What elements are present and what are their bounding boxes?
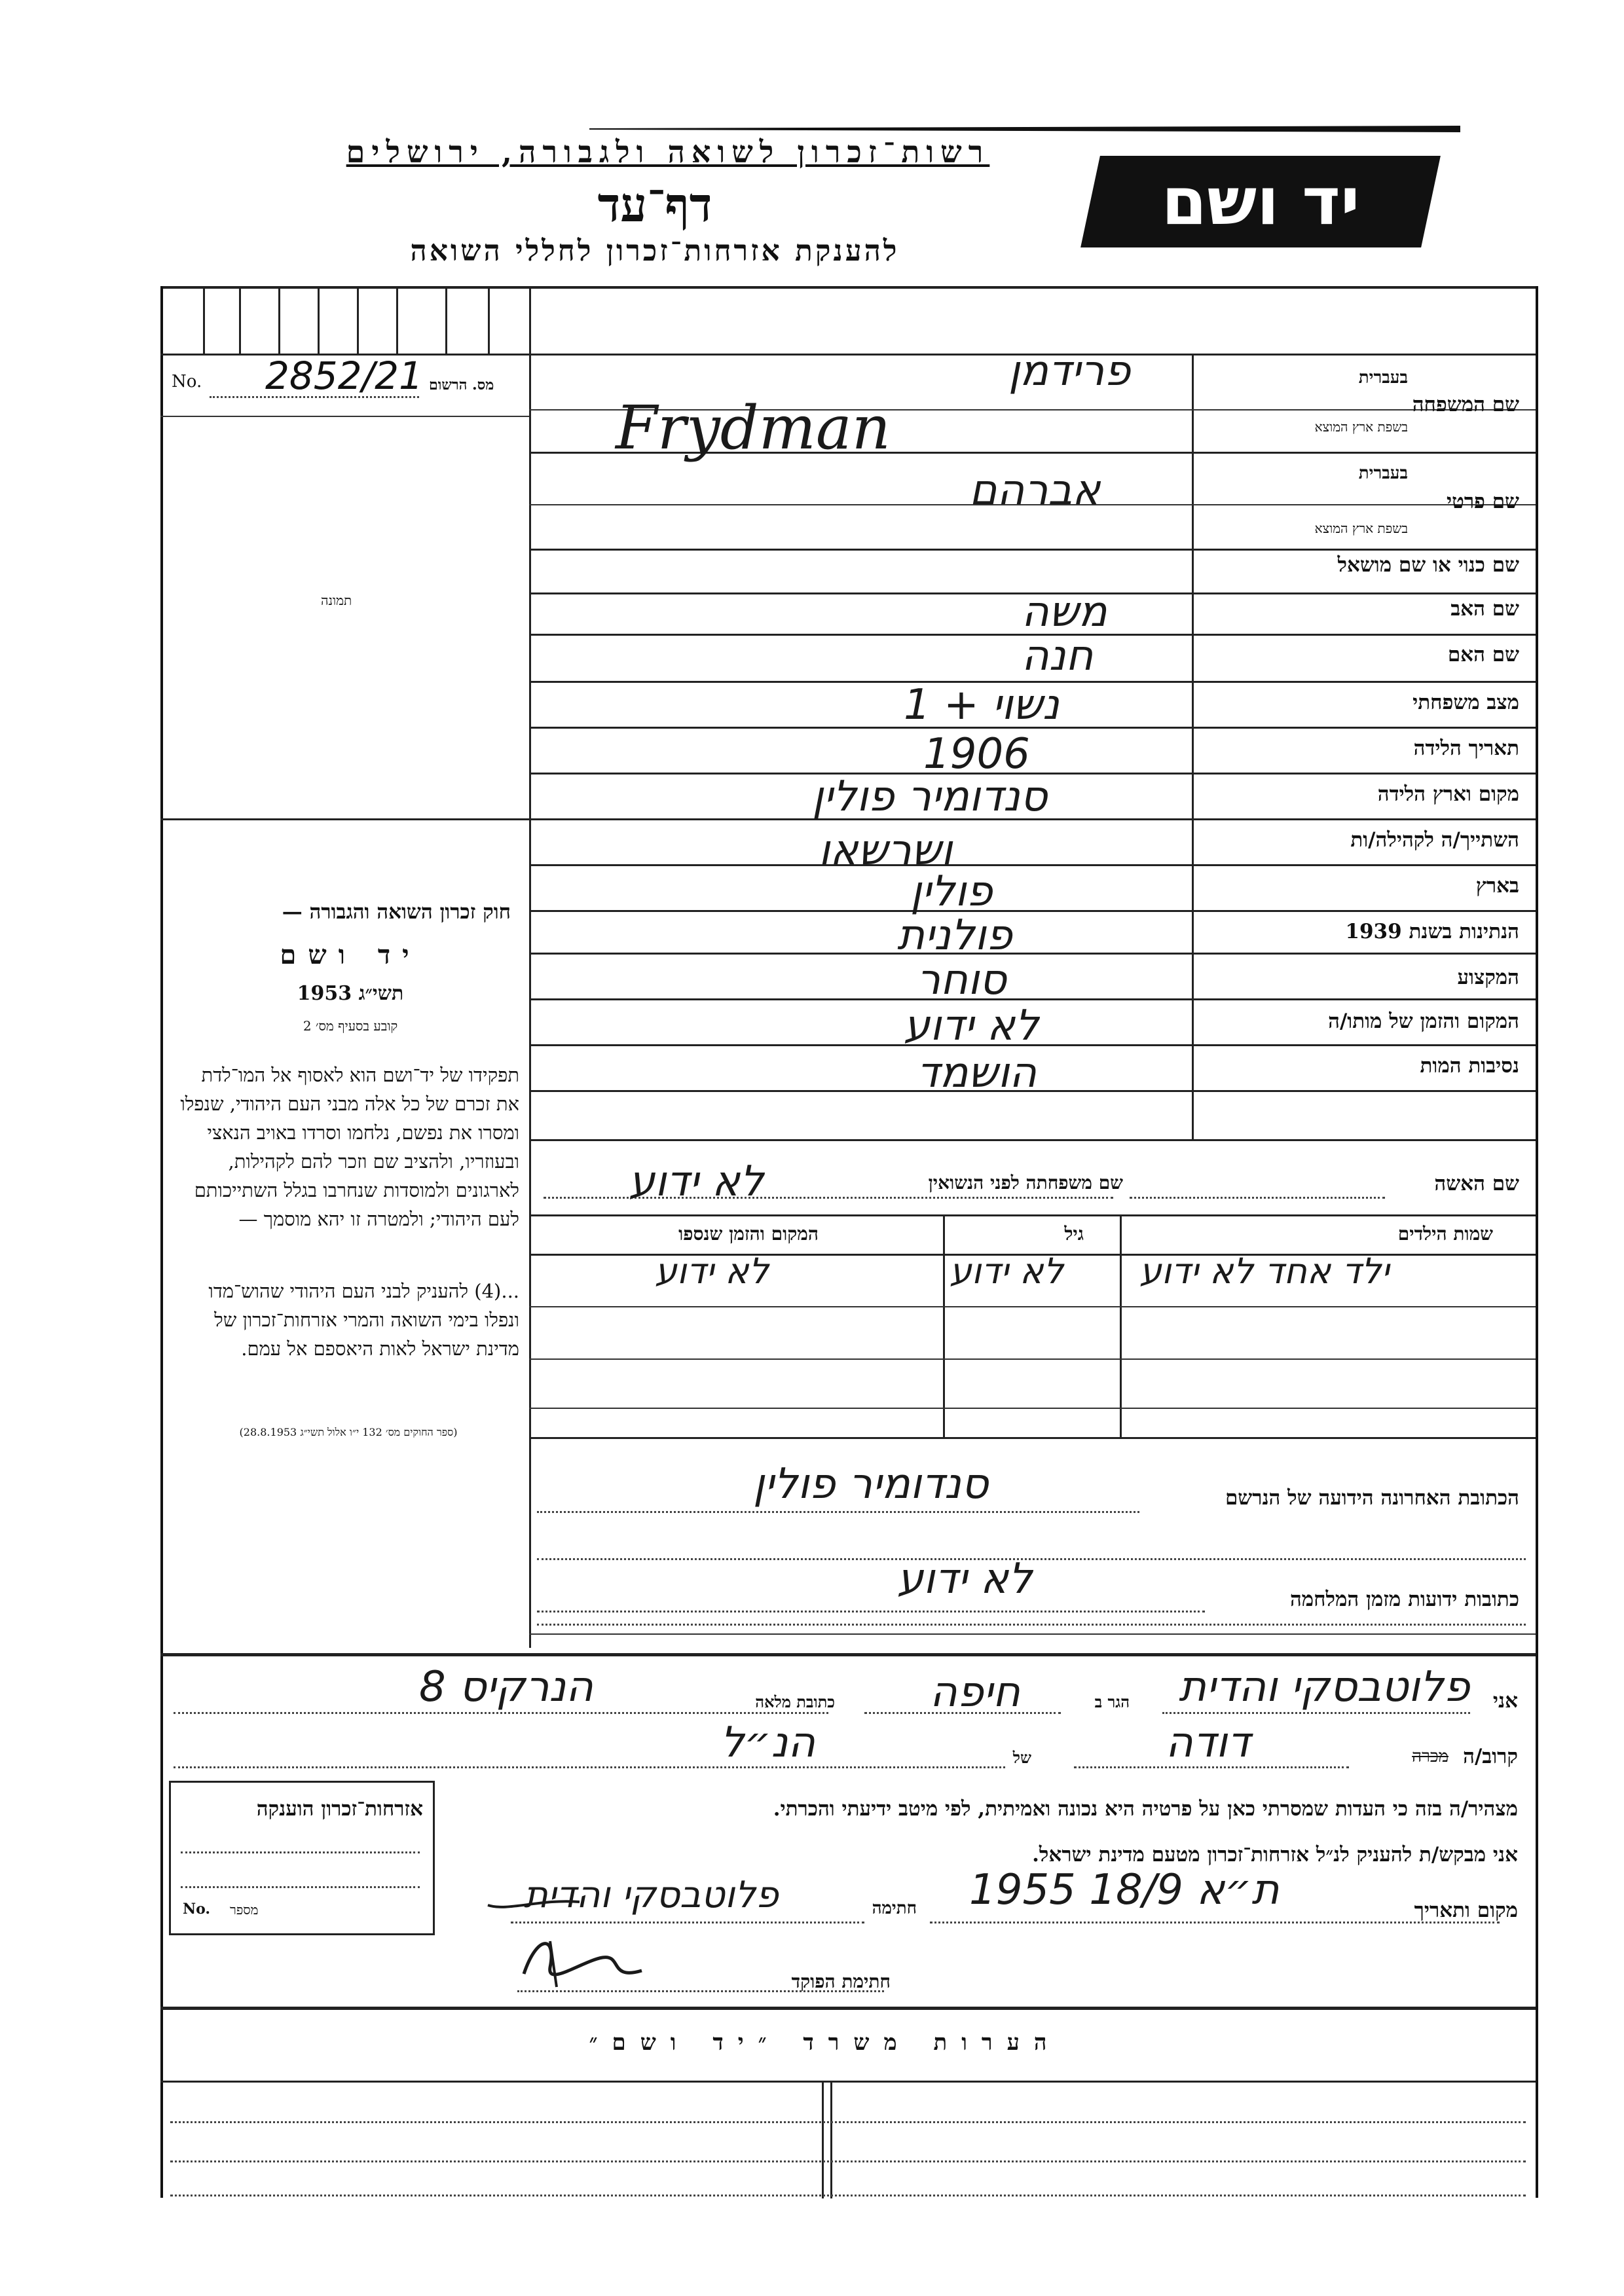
- wife-maiden-label: שם משפחתה לפני הנשואין: [928, 1172, 1123, 1194]
- children-header-age: גיל: [1064, 1223, 1084, 1245]
- reg-cell-line: [239, 286, 241, 354]
- country-label: בארץ: [1475, 874, 1519, 898]
- address-extra-line: [529, 1633, 1536, 1635]
- family-name-origin-value: Frydman: [616, 393, 891, 463]
- family-name-label: שם המשפחה: [1412, 393, 1519, 416]
- reg-label: מס. הרשום: [429, 376, 494, 393]
- mother-label: שם האם: [1447, 643, 1519, 666]
- of-line: [174, 1766, 1005, 1768]
- law-title: חוק זכרון השואה והגבורה —: [282, 900, 511, 924]
- wife-line: [1130, 1197, 1385, 1199]
- relative-label: קרוב/ה: [1463, 1745, 1518, 1768]
- form-subtitle: להענקת אזרחות־זכרון לחללי השואה: [410, 234, 900, 268]
- war-address-label: כתובות ידועות מזמן המלחמה: [1289, 1588, 1519, 1611]
- declarant-address: הנרקיס 8: [419, 1663, 593, 1711]
- stamp-line: [181, 1851, 420, 1853]
- law-paragraph-2: ...(4) להעניק לבני העם היהודי שהוש־מדו ונפלו בימי השואה והמרי אזרחות־זכרון של מדינת ישראל לאות היאספם אל עמם.: [208, 1280, 519, 1360]
- reg-cell-line: [396, 286, 398, 354]
- nickname-label: שם כנוי או שם מושאל: [1337, 553, 1519, 577]
- relative-struck: מכרה: [1412, 1747, 1449, 1766]
- stamp-number-label: מספר: [230, 1902, 259, 1918]
- row-line: [529, 910, 1536, 912]
- stamp-box: [169, 1781, 435, 1935]
- children-row-line: [529, 1358, 1536, 1360]
- stamp-no-label: No.: [183, 1901, 211, 1918]
- relation-value: דודה: [1166, 1719, 1251, 1767]
- remarks-divider: [830, 2081, 832, 2198]
- frame-right: [1536, 286, 1538, 2198]
- photo-label: תמונה: [321, 592, 352, 608]
- declarant-top: [160, 1653, 1536, 1656]
- family-name-hebrew-value: פרידמן: [1008, 347, 1131, 395]
- law-paragraph-1: תפקידו של יד־ושם הוא לאסוף אל המו־לדת את זכרם של כל אלה מבני העם היהודי, שנפלו ומסרו את נפשם, נלחמו וסרדו באויב הנאצי ובעוזריו, ולהציב שם וזכר להם לקהילות, לארגונים ולמוסדות שנחרבו בגלל השתייכותם לעם היהודי; ולמטרה זו יהא מוסמך —: [180, 1064, 519, 1230]
- children-col-line: [1120, 1214, 1122, 1437]
- declarant-address-line: [174, 1712, 828, 1714]
- remarks-line: [170, 2195, 1526, 2196]
- row-line: [529, 549, 1536, 551]
- row-line: [529, 998, 1536, 1000]
- children-header-place: המקום והזמן שנספו: [678, 1223, 819, 1245]
- reg-no-label: No.: [172, 372, 202, 392]
- war-address-value: לא ידוע: [897, 1555, 1033, 1603]
- request-text: אני מבקש/ת להעניק לנ״ל אזרחות־זכרון מטעם מדינת ישראל.: [1032, 1843, 1518, 1867]
- declarant-name: פלוטבסקי והדית: [1179, 1663, 1470, 1711]
- last-address-value: סנדומיר פולין: [753, 1460, 989, 1508]
- citizenship-value: פולנית: [897, 911, 1012, 960]
- reg-row-bottom: [160, 416, 529, 417]
- reg-cell-line: [357, 286, 359, 354]
- stamp-title: אזרחות־זכרון הוענקה: [256, 1797, 423, 1821]
- remarks-header-bottom: [160, 2081, 1536, 2083]
- stamp-line: [181, 1886, 420, 1888]
- officer-label: חתימת הפוקד: [791, 1971, 891, 1992]
- declarant-city: חיפה: [930, 1668, 1020, 1717]
- frame-top: [160, 286, 1536, 289]
- father-value: משה: [1022, 588, 1107, 636]
- country-value: פולין: [910, 867, 993, 916]
- reg-cell-line: [488, 286, 490, 354]
- last-address-line: [537, 1511, 1139, 1513]
- declarant-ani: אני: [1492, 1689, 1518, 1713]
- reg-cell-line: [318, 286, 320, 354]
- death-cause-value: הושמד: [917, 1049, 1037, 1097]
- logo-text: יד ושם: [1161, 163, 1360, 240]
- remarks-line: [170, 2160, 1526, 2162]
- children-row-line: [529, 1306, 1536, 1307]
- law-year: תשי״ג 1953: [297, 982, 404, 1005]
- of-value: הנ״ל: [720, 1719, 816, 1767]
- of-label: של: [1012, 1748, 1031, 1767]
- first-name-hebrew-sub: בעברית: [1358, 464, 1408, 483]
- remarks-top: [160, 2007, 1536, 2010]
- row-line: [529, 864, 1536, 866]
- authority-title: רשות־זכרון לשואה ולגבורה, ירושלים: [346, 134, 990, 170]
- declarant-signature-scribble: [481, 1872, 586, 1925]
- column-divider: [529, 286, 531, 1648]
- row-line: [529, 953, 1536, 955]
- father-label: שם האב: [1450, 597, 1519, 621]
- signature-label: חתימה: [872, 1899, 917, 1918]
- law-name: יד ושם: [280, 939, 421, 970]
- label-divider: [1192, 354, 1194, 1139]
- address-extra-line: [537, 1624, 1526, 1626]
- remarks-divider: [822, 2081, 824, 2198]
- declarant-resides-label: הגר ב: [1094, 1692, 1130, 1711]
- death-place-value: לא ידוע: [904, 1002, 1039, 1050]
- first-name-origin-sub: בשפת ארץ המוצא: [1314, 520, 1408, 536]
- birth-place-value: סנדומיר פולין: [812, 773, 1048, 821]
- family-name-hebrew-sub: בעברית: [1358, 368, 1408, 388]
- citizenship-label: הנתינות בשנת 1939: [1345, 920, 1519, 943]
- logo: [1080, 156, 1441, 247]
- form-title: דף־עד: [597, 177, 712, 232]
- children-row-line: [529, 1408, 1536, 1409]
- death-place-label: המקום והזמן של מותו/ה: [1328, 1010, 1519, 1033]
- place-date-value: ת״א 18/9 1955: [969, 1866, 1280, 1914]
- death-cause-label: נסיבות המות: [1420, 1054, 1519, 1078]
- wife-label: שם האשה: [1434, 1172, 1519, 1195]
- declaration-text: מצהיר/ה בזה כי העדות שמסרתי כאן על פרטיה היא נכונה ואמיתית, לפי מיטב ידיעתי והכרתי.: [773, 1797, 1518, 1821]
- reg-cell-line: [278, 286, 280, 354]
- place-date-label: מקום ותאריך: [1414, 1899, 1518, 1922]
- reg-cell-line: [445, 286, 447, 354]
- header-rule: [589, 126, 1460, 132]
- war-address-line: [537, 1611, 1205, 1613]
- children-name-value: ילד אחד לא ידוע: [1139, 1250, 1390, 1292]
- children-top: [529, 1214, 1536, 1216]
- marital-label: מצב משפחתי: [1412, 691, 1519, 714]
- law-section: קובע בסעיף מס׳ 2: [303, 1018, 398, 1034]
- remarks-title: הערות משרד ״יד ושם״: [589, 2030, 1061, 2056]
- profession-value: סוחר: [917, 956, 1006, 1004]
- children-col-line: [943, 1214, 945, 1437]
- birth-place-label: מקום וארץ הלידה: [1377, 782, 1519, 806]
- law-source: (ספר החוקים מס׳ 132 י״ו אלול תשי״ג 28.8.1953): [239, 1426, 458, 1438]
- wife-value: לא ידוע: [629, 1157, 764, 1206]
- wife-row-top: [529, 1139, 1536, 1141]
- reg-cell-line: [203, 286, 205, 354]
- frame-left: [160, 286, 163, 2198]
- officer-signature: [511, 1922, 668, 2000]
- children-place-value: לא ידוע: [655, 1250, 769, 1292]
- place-date-line: [930, 1922, 1500, 1923]
- photo-box-bottom: [160, 818, 529, 820]
- last-address-label: הכתובת האחרונה הידועה של הנרשם: [1225, 1486, 1519, 1510]
- first-name-hebrew-value: אברהם: [969, 466, 1101, 515]
- marital-value: נשוי + 1: [904, 681, 1060, 729]
- children-age-value: לא ידוע: [950, 1250, 1064, 1292]
- community-label: השתייך/ה לקהילה/ות: [1350, 828, 1519, 852]
- declarant-name-line: [1162, 1712, 1470, 1714]
- children-header-names: שמות הילדים: [1397, 1223, 1493, 1245]
- first-name-label: שם פרטי: [1446, 490, 1519, 513]
- declarant-address-label: כתובת מלאה: [755, 1692, 835, 1711]
- signature-value: פלוטבסקי והדית: [524, 1874, 779, 1916]
- birth-date-label: תאריך הלידה: [1413, 737, 1519, 760]
- community-value: ושרשאו: [819, 826, 953, 875]
- children-bottom: [529, 1437, 1536, 1439]
- mother-value: חנה: [1022, 632, 1094, 680]
- profession-label: המקצוע: [1457, 966, 1519, 989]
- birth-date-value: 1906: [923, 730, 1030, 778]
- family-name-origin-sub: בשפת ארץ המוצא: [1314, 419, 1408, 435]
- reg-no-value: 2852/21: [265, 354, 423, 398]
- remarks-line: [170, 2121, 1526, 2123]
